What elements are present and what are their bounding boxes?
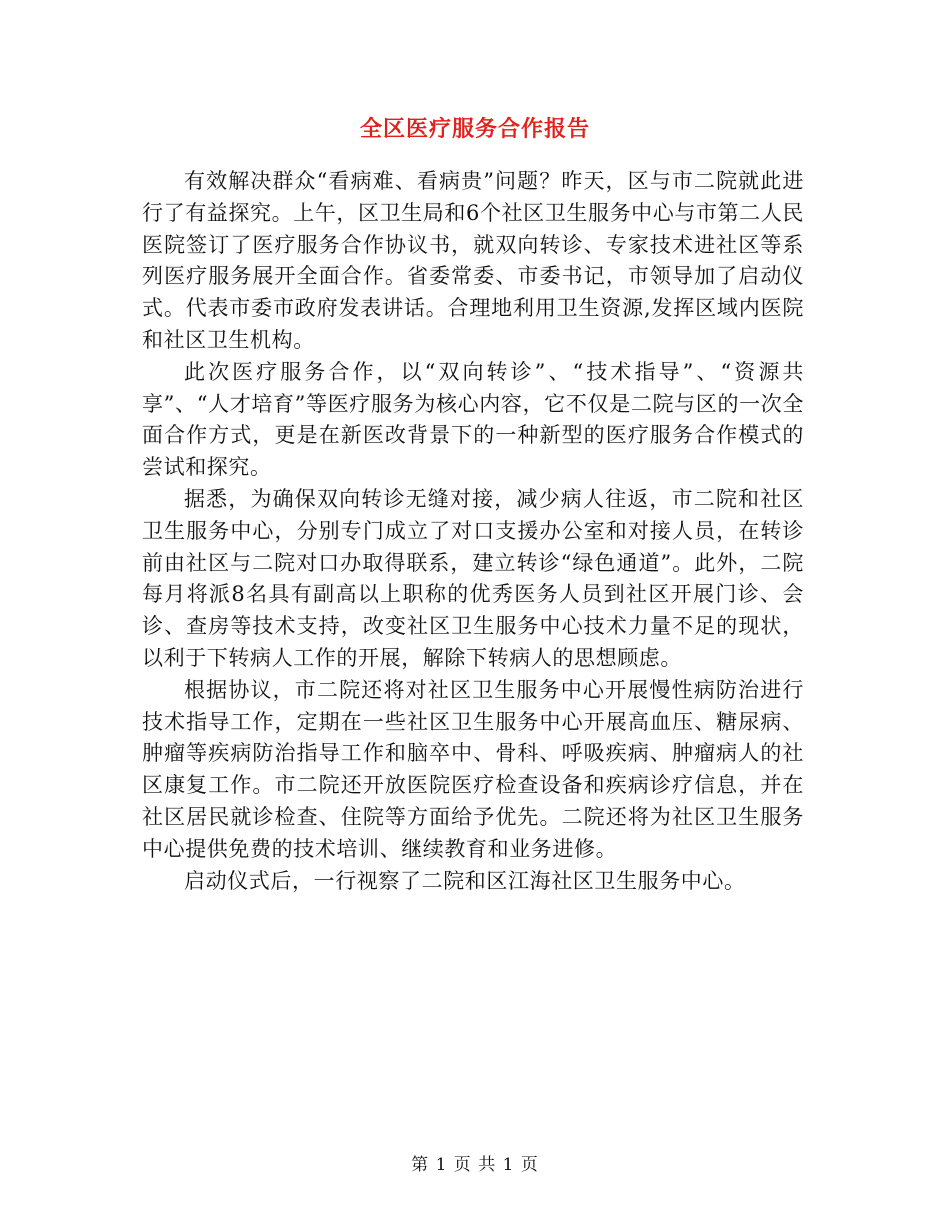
page-number-label: 第 1 页 共 1 页 [411, 1155, 539, 1175]
paragraph-3: 据悉，为确保双向转诊无缝对接，减少病人往返，市二院和社区卫生服务中心，分别专门成立了对口支援办公室和对接人员，在转诊前由社区与二院对口办取得联系，建立转诊“绿色通道”。此外，二院每月将派8名具有副高以上职称的优秀医务人员到社区开展门诊、会诊、查房等技术支持，改变社区卫生服务中心技术力量不足的现状，以利于下转病人工作的开展，解除下转病人的思想顾虑。 [142, 486, 804, 670]
paragraph-5: 启动仪式后，一行视察了二院和区江海社区卫生服务中心。 [184, 868, 746, 893]
document-body [142, 166, 804, 897]
paragraph-1: 有效解决群众“看病难、看病贵”问题？昨天，区与市二院就此进行了有益探究。上午，区卫生局和6个社区卫生服务中心与市第二人民医院签订了医疗服务合作协议书，就双向转诊、专家技术进社区等系列医疗服务展开全面合作。省委常委、市委书记，市领导加了启动仪式。代表市委市政府发表讲话。合理地利用卫生资源,发挥区域内医院和社区卫生机构。 [142, 169, 804, 352]
page-footer [0, 1153, 950, 1177]
paragraph-4: 根据协议，市二院还将对社区卫生服务中心开展慢性病防治进行技术指导工作，定期在一些社区卫生服务中心开展高血压、糖尿病、肿瘤等疾病防治指导工作和脑卒中、骨科、呼吸疾病、肿瘤病人的社区康复工作。市二院还开放医院医疗检查设备和疾病诊疗信息，并在社区居民就诊检查、住院等方面给予优先。二院还将为社区卫生服务中心提供免费的技术培训、继续教育和业务进修。 [142, 677, 804, 861]
paragraph-2: 此次医疗服务合作，以“双向转诊”、“技术指导”、“资源共享”、“人才培育”等医疗服务为核心内容，它不仅是二院与区的一次全面合作方式，更是在新医改背景下的一种新型的医疗服务合作模式的尝试和探究。 [142, 359, 804, 480]
document-title: 全区医疗服务合作报告 [359, 116, 590, 142]
